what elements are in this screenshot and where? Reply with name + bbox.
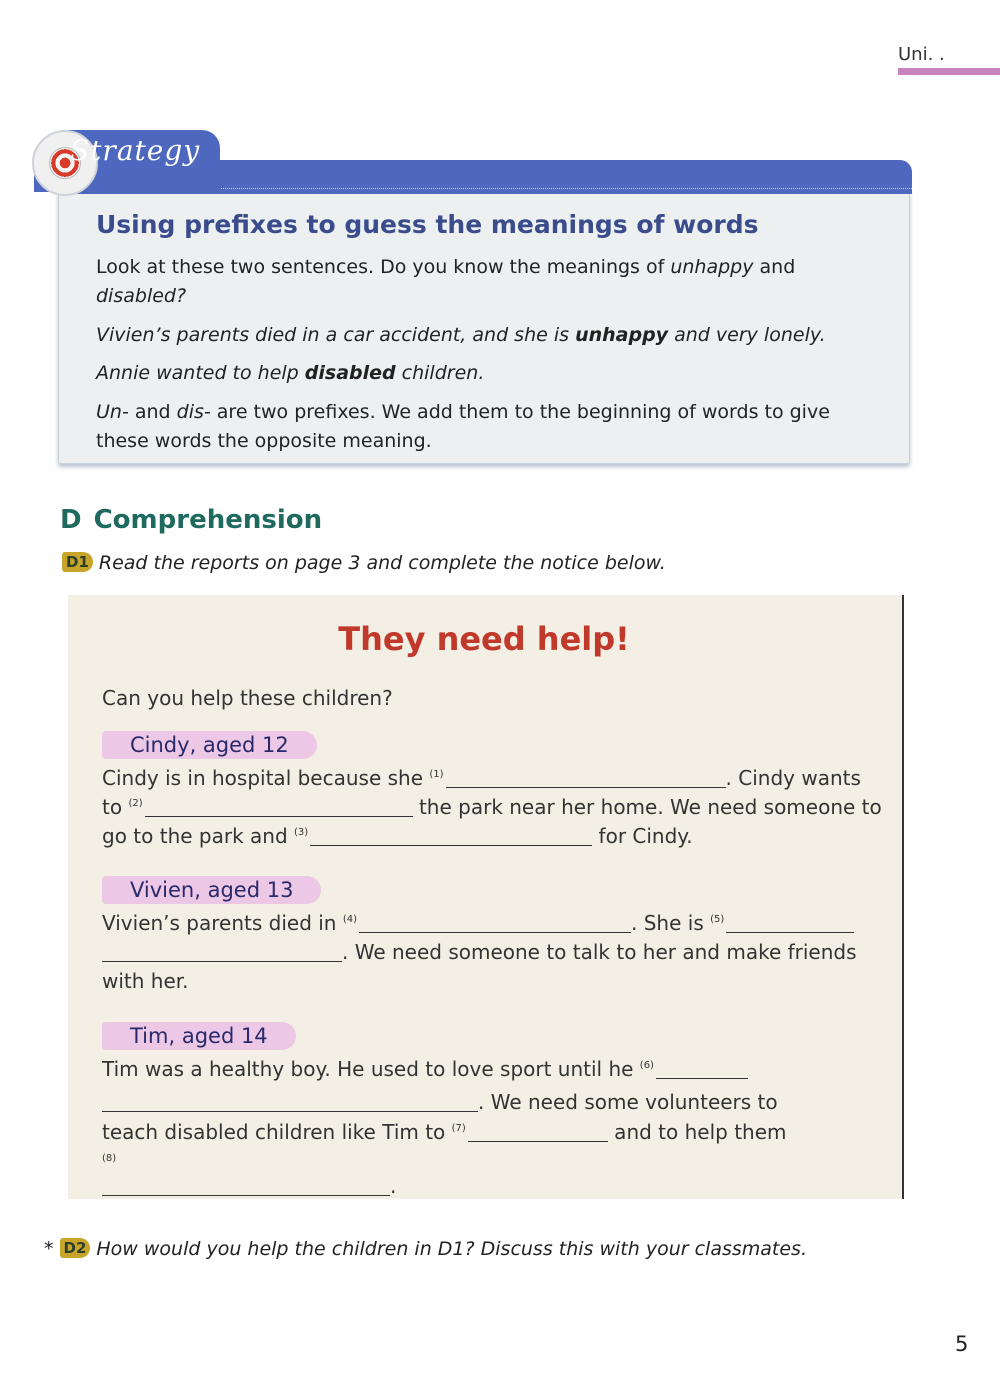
- answer-blank[interactable]: [468, 1123, 608, 1142]
- emphasis: unhappy: [670, 256, 754, 278]
- d2-text: How would you help the children in: [96, 1238, 438, 1260]
- d2-text: ? Discuss this with your classmates.: [464, 1238, 807, 1260]
- blank-number: (6): [639, 1060, 654, 1071]
- answer-blank[interactable]: [145, 798, 413, 817]
- text: Vivien’s parents died in a car accident, and she is: [96, 324, 576, 346]
- keyword: disabled: [304, 362, 396, 384]
- answer-blank[interactable]: [102, 943, 342, 962]
- text: are two prefixes. We add them to the beginning of words to give: [210, 401, 830, 423]
- text: children.: [395, 362, 485, 384]
- text: Vivien’s parents died in: [102, 911, 343, 935]
- d1-instruction: [62, 552, 666, 574]
- d2-instruction: [44, 1238, 807, 1260]
- tim-line-3: [102, 1120, 787, 1144]
- text: Look at these two sentences. Do you know the meanings of: [96, 256, 671, 278]
- d1-text: Read the reports on page 3 and complete the notice below.: [98, 552, 666, 574]
- text: .: [390, 1174, 397, 1198]
- strategy-example-2: [96, 359, 896, 388]
- d2-reference: D1: [437, 1238, 465, 1260]
- vivien-line-2: [102, 940, 857, 964]
- strategy-title: Using prefixes to guess the meanings of words: [96, 210, 759, 239]
- notice-intro: Can you help these children?: [102, 686, 393, 710]
- answer-blank[interactable]: [726, 914, 854, 933]
- text: for Cindy.: [592, 824, 693, 848]
- text: and very lonely.: [668, 324, 826, 346]
- text: these words the opposite meaning.: [96, 430, 432, 452]
- tim-line-4: [102, 1150, 396, 1198]
- text: teach disabled children like Tim to: [102, 1120, 452, 1144]
- text: . We need someone to talk to her and make friends: [342, 940, 857, 964]
- text: Cindy is in hospital because she: [102, 766, 430, 790]
- text: Tim was a healthy boy. He used to love sport until he: [102, 1057, 640, 1081]
- strategy-paragraph-2: [96, 398, 896, 456]
- answer-blank[interactable]: [359, 914, 631, 933]
- blank-number: (1): [429, 769, 444, 780]
- d2-badge: D2: [60, 1238, 91, 1258]
- text: . We need some volunteers to: [478, 1090, 778, 1114]
- strategy-paragraph-1: [96, 253, 896, 311]
- cindy-line-1: [102, 766, 861, 790]
- text: the park near her home. We need someone to: [412, 795, 882, 819]
- star-icon: *: [44, 1238, 54, 1260]
- section-letter: D: [60, 505, 82, 535]
- answer-blank[interactable]: [102, 1177, 390, 1196]
- text: to: [102, 795, 129, 819]
- answer-blank[interactable]: [310, 827, 592, 846]
- child-label-vivien: Vivien, aged 13: [102, 876, 321, 904]
- vivien-line-3: with her.: [102, 969, 189, 993]
- text: go to the park and: [102, 824, 295, 848]
- answer-blank[interactable]: [102, 1093, 478, 1112]
- tim-line-1: [102, 1057, 748, 1081]
- text: . She is: [631, 911, 711, 935]
- text: and: [753, 256, 796, 278]
- cindy-line-3: [102, 824, 693, 848]
- blank-number: (2): [128, 798, 143, 809]
- cindy-line-2: [102, 795, 882, 819]
- d1-badge: D1: [62, 552, 93, 572]
- emphasis: disabled?: [96, 285, 187, 307]
- strategy-example-1: [96, 321, 896, 350]
- text: and to help them: [607, 1120, 787, 1144]
- unit-header: Uni. .: [898, 44, 945, 65]
- tim-line-2: [102, 1090, 778, 1114]
- text: . Cindy wants: [725, 766, 861, 790]
- blank-number: (3): [294, 827, 309, 838]
- text: Annie wanted to help: [96, 362, 305, 384]
- page-number: 5: [955, 1332, 969, 1356]
- section-title: Comprehension: [93, 505, 323, 535]
- answer-blank[interactable]: [656, 1060, 748, 1079]
- prefix: Un-: [96, 401, 129, 423]
- blank-number: (4): [342, 914, 358, 925]
- section-heading: [60, 505, 322, 535]
- strategy-tab-label: Strategy: [70, 134, 201, 167]
- vivien-line-1: [102, 911, 854, 935]
- blank-number: (5): [710, 914, 725, 925]
- blank-number: (8): [102, 1153, 117, 1164]
- prefix: dis-: [176, 401, 211, 423]
- blank-number: (7): [451, 1123, 466, 1134]
- text: and: [128, 401, 177, 423]
- notice-title: They need help!: [338, 620, 630, 658]
- unit-header-bar: [898, 68, 1000, 75]
- keyword: unhappy: [575, 324, 669, 346]
- answer-blank[interactable]: [446, 769, 726, 788]
- child-label-tim: Tim, aged 14: [102, 1022, 296, 1050]
- child-label-cindy: Cindy, aged 12: [102, 731, 317, 759]
